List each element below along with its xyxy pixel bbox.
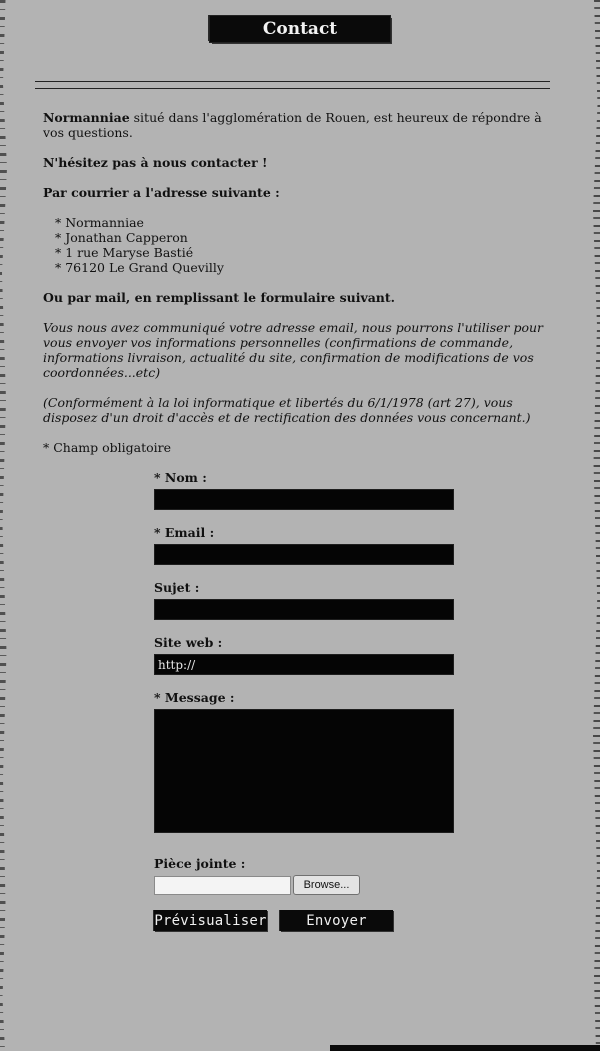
email-label: * Email : (154, 525, 215, 540)
attachment-path-field[interactable] (154, 876, 291, 895)
subject-label: Sujet : (154, 580, 200, 595)
page-title-banner (210, 16, 390, 42)
intro-paragraph (43, 110, 563, 140)
message-field[interactable] (154, 709, 454, 833)
address-line: * Jonathan Capperon (55, 230, 563, 245)
attachment-label: Pièce jointe : (154, 856, 246, 871)
website-field[interactable] (154, 654, 454, 675)
divider-line (35, 81, 550, 82)
brand-name: Normanniae (43, 110, 130, 125)
divider-line (35, 88, 550, 89)
page-title: Contact (262, 19, 338, 39)
message-label: * Message : (154, 690, 235, 705)
decorative-left-edge (0, 0, 10, 1051)
address-line: * Normanniae (55, 215, 563, 230)
contact-form (154, 470, 456, 931)
address-line: * 1 rue Maryse Bastié (55, 245, 563, 260)
postal-address (55, 215, 563, 275)
decorative-bottom-bar (330, 1045, 600, 1051)
decorative-right-edge (590, 0, 600, 1051)
mail-heading-bold: Ou par mail, en remplissant le formulaire suivant. (43, 290, 396, 305)
cta-bold: N'hésitez pas à nous contacter ! (43, 155, 268, 170)
attachment-row (154, 875, 456, 895)
intro-text: situé dans l'agglomération de Rouen, est heureux de répondre à vos questions. (43, 110, 542, 140)
subject-field[interactable] (154, 599, 454, 620)
law-note: (Conformément à la loi informatique et libertés du 6/1/1978 (art 27), vous disposez d'un droit d'accès et de rectification des données vous concernant.) (43, 395, 531, 425)
mail-heading (43, 290, 563, 305)
post-heading (43, 185, 563, 200)
name-label: * Nom : (154, 470, 207, 485)
send-button[interactable]: Envoyer (280, 910, 393, 931)
required-note: * Champ obligatoire (43, 440, 172, 455)
cta-text (43, 155, 563, 170)
website-label: Site web : (154, 635, 223, 650)
name-field[interactable] (154, 489, 454, 510)
address-line: * 76120 Le Grand Quevilly (55, 260, 563, 275)
post-heading-bold: Par courrier a l'adresse suivante : (43, 185, 280, 200)
contact-info (43, 110, 563, 455)
privacy-note: Vous nous avez communiqué votre adresse email, nous pourrons l'utiliser pour vous envoyer vos informations personnelles (confirmations de commande, informations livraison, actualité du site, confirmation de modifications de vos coordonnées...etc) (43, 320, 544, 380)
browse-button[interactable]: Browse... (293, 875, 360, 895)
form-actions (154, 910, 456, 931)
preview-button[interactable]: Prévisualiser (154, 910, 267, 931)
email-field[interactable] (154, 544, 454, 565)
